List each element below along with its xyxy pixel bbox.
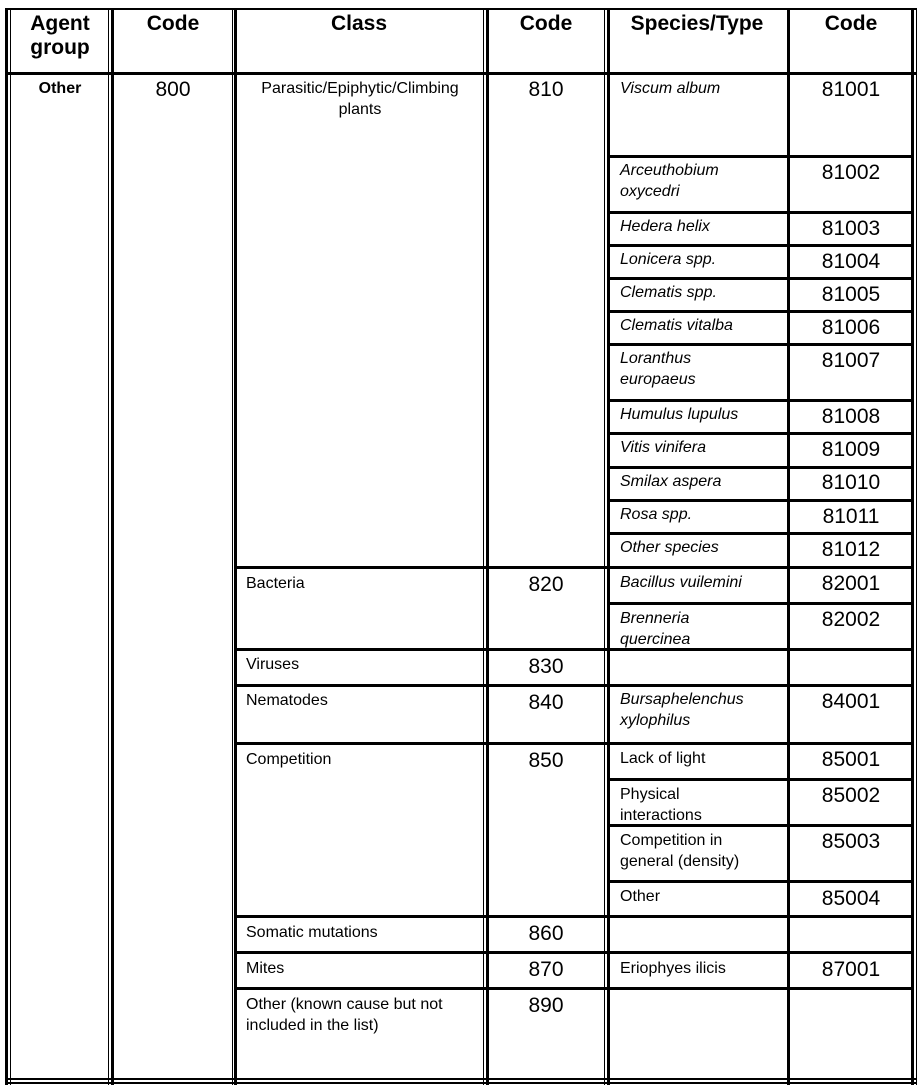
header-class-code: Code	[519, 12, 573, 35]
table-border	[5, 8, 8, 1085]
header-species-code: Code	[824, 12, 878, 35]
class-code: 850	[528, 749, 564, 772]
species-name: Clematis spp.	[620, 284, 717, 301]
class-name: Mites	[246, 960, 285, 977]
header-agent-code: Code	[146, 12, 200, 35]
table-border	[234, 566, 914, 569]
table-border	[607, 277, 914, 280]
table-border	[607, 211, 914, 214]
table-border	[607, 343, 914, 346]
table-border	[10, 8, 11, 1085]
species-name: Lonicera spp.	[620, 251, 717, 268]
table-border	[232, 8, 233, 1085]
species-code: 81001	[821, 78, 881, 101]
species-name: Loranthus europaeus	[620, 350, 696, 388]
table-border	[5, 72, 917, 75]
table-border	[5, 1082, 917, 1084]
class-name: Nematodes	[246, 692, 328, 709]
class-name: Other (known cause but not included in the list)	[246, 996, 443, 1034]
table-border	[607, 244, 914, 247]
class-code: 830	[528, 655, 564, 678]
class-code: 840	[528, 691, 564, 714]
table-border	[234, 8, 237, 1085]
species-name: Bursaphelenchus xylophilus	[620, 691, 744, 729]
table-border	[607, 532, 914, 535]
class-name: Viruses	[246, 656, 300, 673]
class-name: Parasitic/Epiphytic/Climbing plants	[261, 80, 459, 118]
species-code: 81003	[821, 217, 881, 240]
species-name: Vitis vinifera	[620, 439, 706, 456]
table-border	[607, 466, 914, 469]
species-name: Other species	[620, 539, 719, 556]
species-code: 81008	[821, 405, 881, 428]
class-name: Bacteria	[246, 575, 305, 592]
header-class: Class	[330, 12, 388, 35]
table-border	[604, 8, 605, 1085]
species-name: Brenneria quercinea	[620, 610, 691, 648]
species-name: Hedera helix	[620, 218, 710, 235]
table-border	[916, 8, 917, 1085]
class-code: 810	[528, 78, 564, 101]
class-code: 870	[528, 958, 564, 981]
table-border	[483, 8, 484, 1085]
table-border	[111, 8, 114, 1085]
species-name: Viscum album	[620, 80, 721, 97]
species-code: 81010	[821, 471, 881, 494]
species-name: Lack of light	[620, 750, 706, 767]
table-border	[234, 648, 914, 651]
species-name: Eriophyes ilicis	[620, 960, 726, 977]
class-code: 890	[528, 994, 564, 1017]
class-code: 860	[528, 922, 564, 945]
species-code: 81006	[821, 316, 881, 339]
table-border	[5, 8, 917, 10]
species-code: 81012	[821, 538, 881, 561]
class-name: Somatic mutations	[246, 924, 378, 941]
table-border	[607, 432, 914, 435]
species-code: 81002	[821, 161, 881, 184]
species-name: Bacillus vuilemini	[620, 574, 742, 591]
species-name: Arceuthobium oxycedri	[620, 162, 719, 200]
table-border	[486, 8, 489, 1085]
table-border	[911, 8, 914, 1085]
species-code: 87001	[821, 958, 881, 981]
species-code: 81009	[821, 438, 881, 461]
species-code: 85001	[821, 748, 881, 771]
table-border	[234, 987, 914, 990]
species-name: Competition in general (density)	[620, 832, 740, 870]
agent-group-code: 800	[155, 78, 191, 101]
header-agent-group: Agent group	[30, 12, 90, 59]
species-code: 85004	[821, 887, 881, 910]
species-code: 81007	[821, 349, 881, 372]
table-border	[607, 880, 914, 883]
species-name: Other	[620, 888, 661, 905]
table-border	[607, 499, 914, 502]
table-border	[234, 915, 914, 918]
table-border	[787, 8, 790, 1085]
class-name: Competition	[246, 751, 332, 768]
table-border	[607, 602, 914, 605]
species-code: 82002	[821, 608, 881, 631]
species-name: Physical interactions	[620, 786, 702, 824]
species-code: 81005	[821, 283, 881, 306]
species-name: Humulus lupulus	[620, 406, 739, 423]
table-border	[607, 824, 914, 827]
table-border	[607, 778, 914, 781]
species-code: 85003	[821, 830, 881, 853]
header-species: Species/Type	[630, 12, 764, 35]
table-border	[234, 684, 914, 687]
table-border	[607, 399, 914, 402]
species-code: 81004	[821, 250, 881, 273]
table-border	[5, 1078, 917, 1080]
table-border	[234, 742, 914, 745]
table-border	[234, 951, 914, 954]
table-border	[607, 8, 610, 1085]
class-code: 820	[528, 573, 564, 596]
species-code: 81011	[822, 505, 880, 528]
table-border	[607, 310, 914, 313]
species-name: Smilax aspera	[620, 473, 722, 490]
species-name: Clematis vitalba	[620, 317, 733, 334]
species-code: 85002	[821, 784, 881, 807]
species-code: 84001	[821, 690, 881, 713]
species-code: 82001	[821, 572, 881, 595]
species-name: Rosa spp.	[620, 506, 693, 523]
agent-group-name: Other	[38, 80, 82, 97]
table-border	[108, 8, 109, 1085]
table-border	[607, 155, 914, 158]
